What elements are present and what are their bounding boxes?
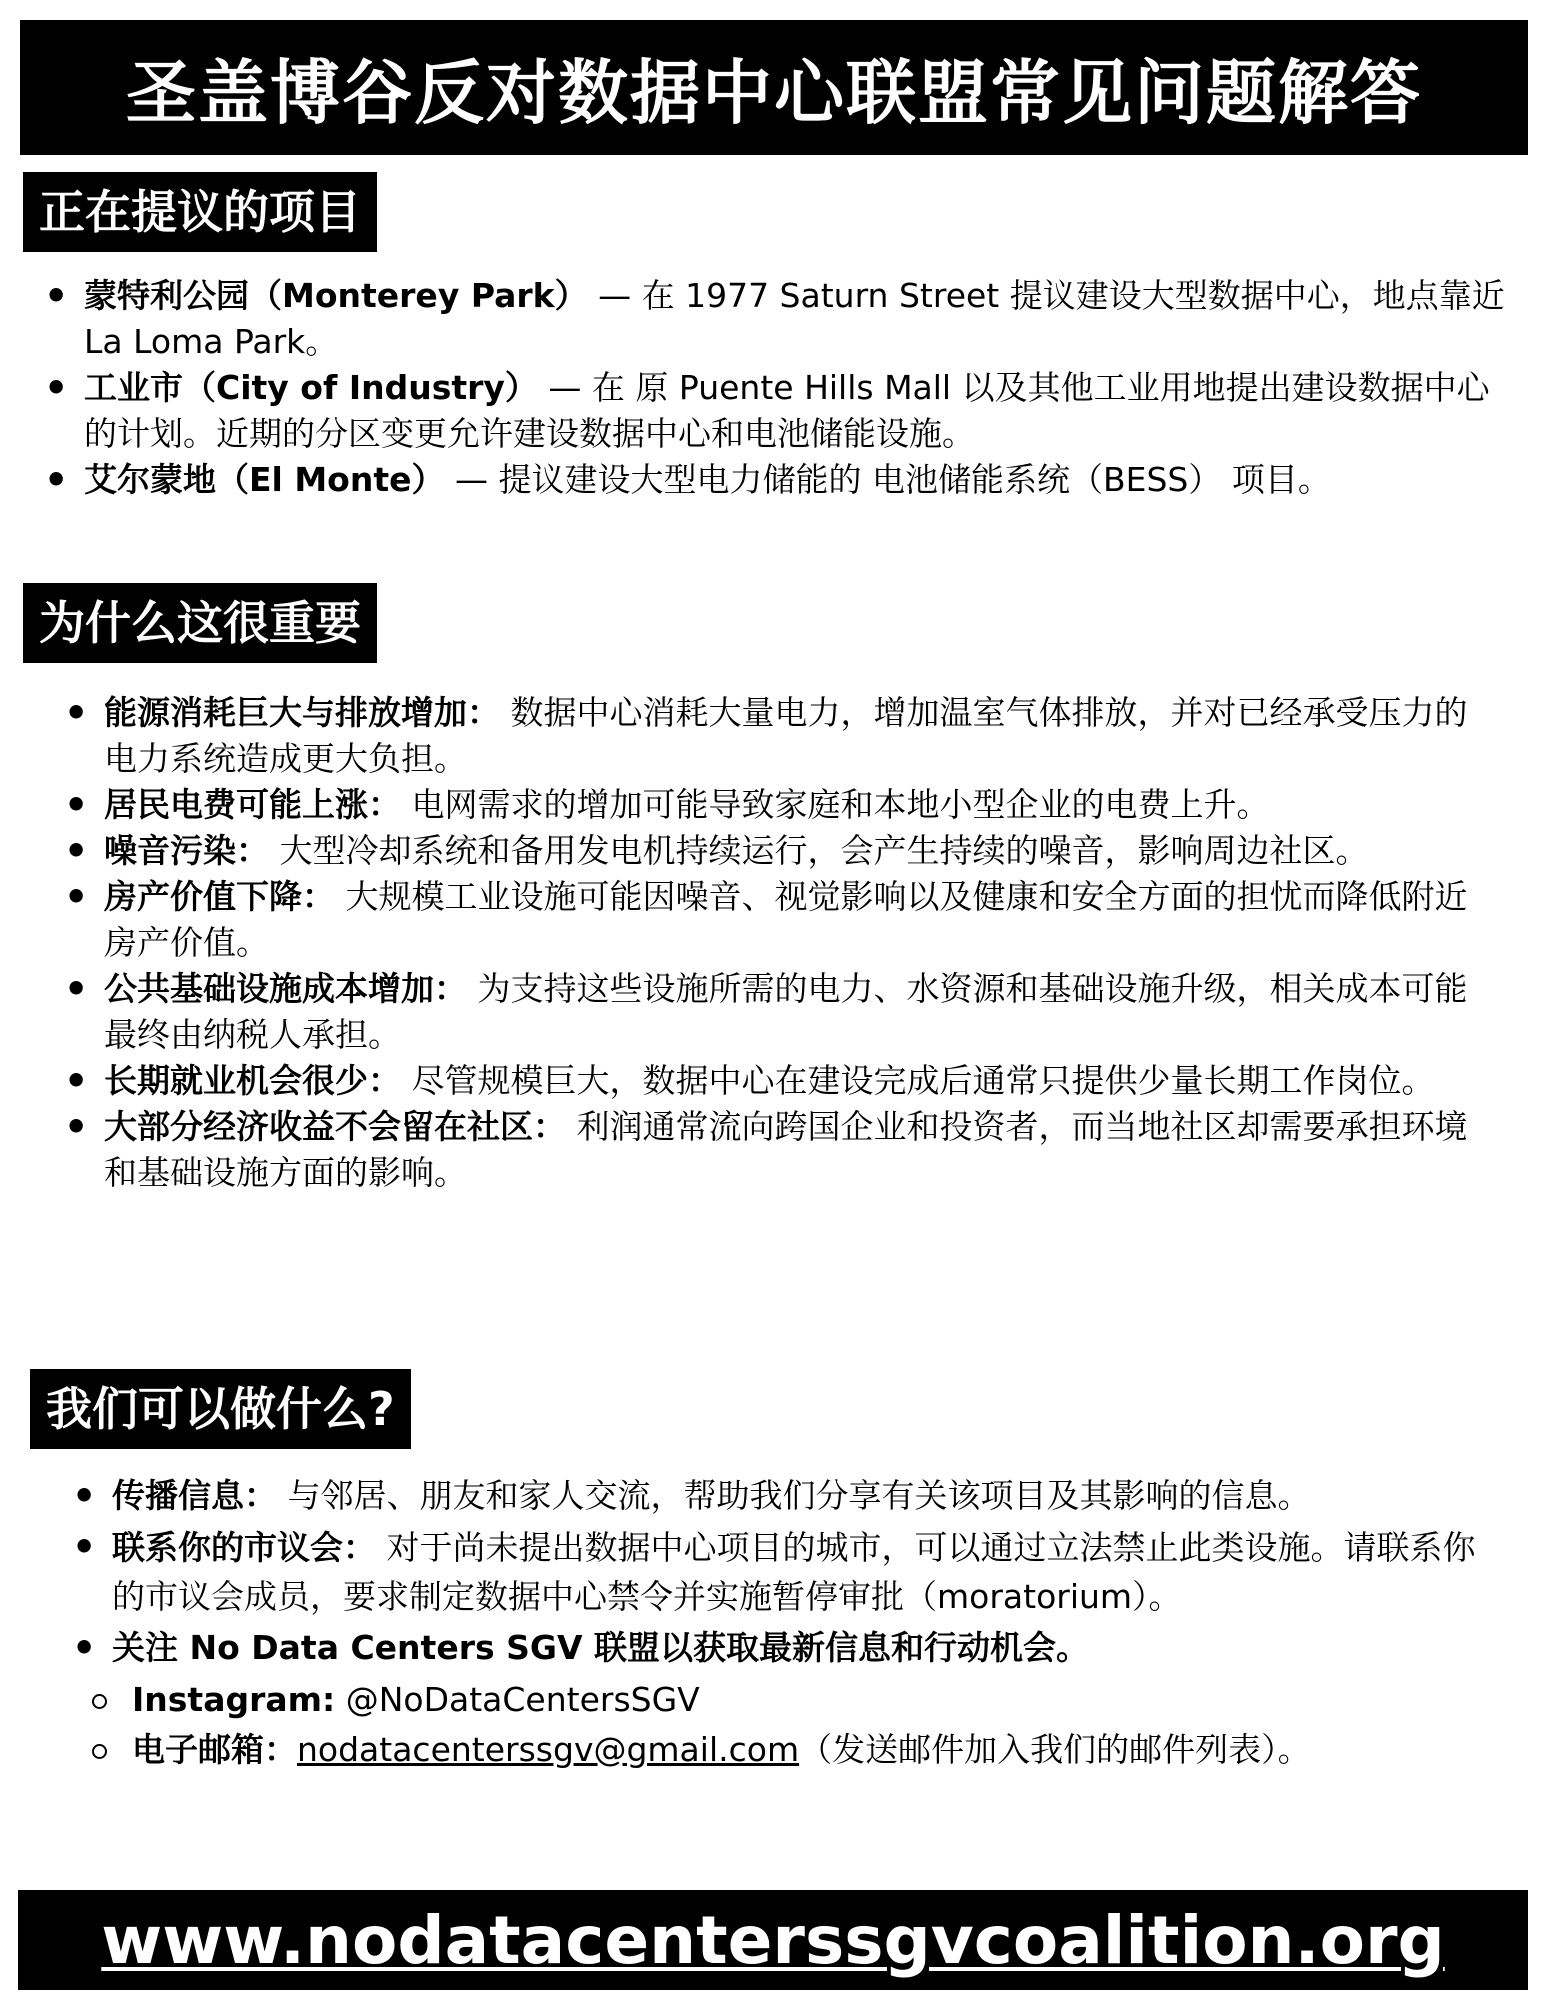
email-label: 电子邮箱： [132,1730,297,1769]
item-label: 房产价值下降： [104,877,335,916]
item-text: 电网需求的增加可能导致家庭和本地小型企业的电费上升。 [401,785,1270,824]
section-heading-text: 我们可以做什么? [46,1382,395,1436]
list-item [58,874,1488,966]
list-item [38,273,1508,365]
instagram-item [66,1675,1486,1725]
list-item [38,457,1508,503]
website-link[interactable]: www.nodatacenterssgvcoalition.org [101,1901,1445,1979]
instagram-handle[interactable]: @NoDataCentersSGV [335,1680,700,1719]
item-text: 大型冷却系统和备用发电机持续运行，会产生持续的噪音，影响周边社区。 [269,831,1369,870]
why-it-matters-list [58,690,1488,1196]
list-item [58,966,1488,1058]
title-banner [20,20,1528,155]
section-heading-what-we-can-do [30,1369,411,1449]
page-title: 圣盖博谷反对数据中心联盟常见问题解答 [126,52,1422,134]
item-text: 尽管规模巨大，数据中心在建设完成后通常只提供少量长期工作岗位。 [401,1061,1435,1100]
section-heading-text: 为什么这很重要 [39,596,361,650]
item-label: 噪音污染： [104,831,269,870]
proposed-projects-list [38,273,1508,503]
instagram-label: Instagram: [132,1680,336,1719]
item-label: 能源消耗巨大与排放增加： [104,693,500,732]
list-item [58,690,1488,782]
what-we-can-do-list [66,1473,1486,1775]
list-item [38,365,1508,457]
item-label: 居民电费可能上涨： [104,785,401,824]
item-label: 联系你的市议会： [112,1528,376,1567]
item-text: 为支持这些设施所需的电力、水资源和基础设施升级，相关成本可能最终由纳税人承担。 [104,969,1468,1054]
list-item [66,1473,1486,1519]
list-item [58,1104,1488,1196]
item-text: — 提议建设大型电力储能的 电池储能系统（BESS） 项目。 [444,460,1331,499]
item-text: 数据中心消耗大量电力，增加温室气体排放，并对已经承受压力的电力系统造成更大负担。 [104,693,1468,778]
list-item [58,828,1488,874]
item-text: 利润通常流向跨国企业和投资者，而当地社区却需要承担环境和基础设施方面的影响。 [104,1107,1468,1192]
list-item [58,782,1488,828]
item-text: — 在 1977 Saturn Street 提议建设大型数据中心，地点靠近 La Loma Park。 [84,276,1505,361]
item-text: 对于尚未提出数据中心项目的城市，可以通过立法禁止此类设施。请联系你的市议会成员，要求制定数据中心禁令并实施暂停审批（moratorium）。 [112,1528,1476,1616]
section-heading-why-it-matters [23,583,377,663]
item-label: 公共基础设施成本增加： [104,969,467,1008]
item-label: 蒙特利公园（Monterey Park） [84,276,588,315]
item-label: 艾尔蒙地（El Monte） [84,460,445,499]
item-text: — 在 原 Puente Hills Mall 以及其他工业用地提出建设数据中心的计划。近期的分区变更允许建设数据中心和电池储能设施。 [84,368,1490,453]
section-heading-proposed-projects [23,172,377,252]
item-label: 关注 No Data Centers SGV 联盟以获取最新信息和行动机会。 [112,1628,1089,1667]
item-label: 长期就业机会很少： [104,1061,401,1100]
email-link[interactable]: nodatacenterssgv@gmail.com [297,1730,800,1769]
item-label: 工业市（City of Industry） [84,368,538,407]
item-label: 大部分经济收益不会留在社区： [104,1107,566,1146]
list-item [58,1058,1488,1104]
footer-banner [18,1890,1528,1990]
list-item [66,1523,1486,1621]
list-item [66,1625,1486,1775]
item-text: 大规模工业设施可能因噪音、视觉影响以及健康和安全方面的担忧而降低附近房产价值。 [104,877,1468,962]
section-heading-text: 正在提议的项目 [39,185,361,239]
item-text: 与邻居、朋友和家人交流，帮助我们分享有关该项目及其影响的信息。 [277,1476,1311,1515]
item-label: 传播信息： [112,1476,277,1515]
email-item [66,1725,1486,1775]
email-note: （发送邮件加入我们的邮件列表）。 [799,1730,1311,1769]
contact-sublist [66,1675,1486,1775]
